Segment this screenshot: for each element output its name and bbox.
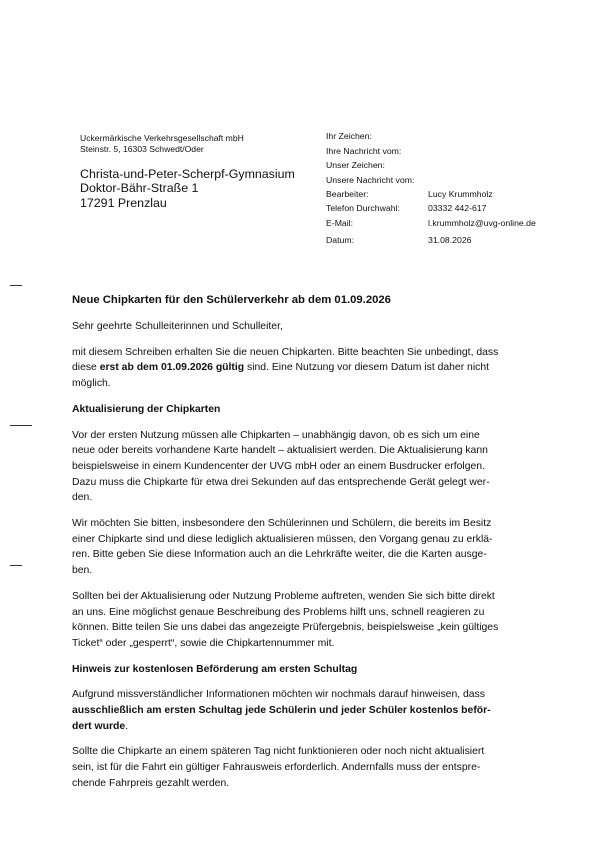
info-label: Datum: [326, 235, 355, 245]
text-line: Sollte die Chipkarte an einem späteren Tag nicht funktionieren oder noch nicht aktualisiert [72, 746, 485, 758]
info-label: Unsere Nachricht vom: [326, 175, 415, 185]
sender-company: Uckermärkische Verkehrsgesellschaft mbH [80, 133, 244, 143]
text-line: Ticket“ oder „gesperrt“, sowie die Chipkartennummer mit. [72, 637, 335, 649]
text-line: beispielsweise in einem Kundencenter der UVG mbH oder an einem Busdrucker erfolgen. [72, 460, 485, 472]
info-label: E-Mail: [326, 218, 354, 228]
text-line: einer Chipkarte sind und diese lediglich aktualisieren müssen, den Vorgang genau zu erklä- [72, 533, 493, 545]
salutation: Sehr geehrte Schulleiterinnen und Schulleiter, [72, 321, 283, 332]
text-line: mit diesem Schreiben erhalten Sie die neuen Chipkarten. Bitte beachten Sie unbedingt, dass [72, 346, 499, 358]
section-heading-aktualisierung: Aktualisierung der Chipkarten [72, 403, 221, 415]
paragraph-problems [72, 589, 544, 652]
section-heading-befoerderung: Hinweis zur kostenlosen Beförderung am ersten Schultag [72, 663, 358, 675]
recipient-address [80, 167, 295, 210]
info-value: 03332 442-617 [428, 203, 487, 213]
recipient-name: Christa-und-Peter-Scherpf-Gymnasium [80, 167, 295, 181]
text-line: sein, ist für die Fahrt ein gültiger Fahrausweis erforderlich. Andernfalls muss der entspre- [72, 762, 481, 774]
free-ride-emphasis: ausschließlich am ersten Schultag jede Schülerin und jeder Schüler kostenlos beför- [72, 705, 491, 717]
letter-subject: Neue Chipkarten für den Schülerverkehr ab dem 01.09.2026 [72, 294, 391, 306]
info-value: l.krummholz@uvg-online.de [428, 218, 536, 228]
paragraph-later-days [72, 744, 544, 791]
recipient-city: 17291 Prenzlau [80, 195, 167, 210]
paragraph-intro [72, 345, 544, 392]
text-line: neue oder bereits vorhandene Karte handelt – aktualisiert werden. Die Aktualisierung kann [72, 445, 488, 457]
info-value: 31.08.2026 [428, 235, 472, 245]
punch-mark [10, 425, 32, 426]
info-value: Lucy Krummholz [428, 189, 493, 199]
info-label: Ihr Zeichen: [326, 131, 372, 141]
validity-date-emphasis: erst ab dem 01.09.2026 gültig [99, 362, 245, 374]
text-fragment: sind. Eine Nutzung vor diesem Datum ist daher nicht [244, 362, 490, 374]
sender-block [80, 133, 244, 155]
text-line: Vor der ersten Nutzung müssen alle Chipkarten – unabhängig davon, ob es sich um eine [72, 429, 480, 441]
text-fragment: . [125, 720, 129, 732]
recipient-street: Doktor-Bähr-Straße 1 [80, 181, 199, 196]
info-label: Ihre Nachricht vom: [326, 146, 402, 156]
text-line [72, 360, 544, 376]
paragraph-request [72, 516, 544, 579]
text-line: Sollten bei der Aktualisierung oder Nutzung Probleme auftreten, wenden Sie sich bitte direkt [72, 590, 495, 602]
paragraph-free-ride [72, 687, 544, 734]
paragraph-update [72, 428, 544, 507]
text-line: Aufgrund missverständlicher Informationen möchten wir nochmals darauf hinweisen, dass [72, 689, 485, 701]
text-line: chende Fahrpreis gezahlt werden. [72, 777, 230, 789]
text-line [72, 719, 544, 735]
free-ride-emphasis: dert wurde [72, 720, 126, 732]
text-line: den. [72, 492, 93, 504]
text-line: ben. [72, 565, 93, 577]
sender-address: Steinstr. 5, 16303 Schwedt/Oder [80, 144, 204, 154]
text-line: an uns. Eine möglichst genaue Beschreibung des Problems hilft uns, schnell reagieren zu [72, 606, 485, 618]
fold-mark-bottom [10, 565, 22, 566]
text-line: ren. Bitte geben Sie diese Information auch an die Lehrkräfte weiter, die die Karten ausge- [72, 549, 487, 561]
fold-mark-top [10, 285, 22, 286]
text-line: können. Bitte teilen Sie uns dabei das angezeigte Prüfergebnis, beispielsweise „kein gültiges [72, 622, 499, 634]
info-label: Unser Zeichen: [326, 160, 385, 170]
letter-body [72, 293, 544, 792]
info-label: Bearbeiter: [326, 189, 369, 199]
text-fragment: diese [72, 362, 100, 374]
info-label: Telefon Durchwahl: [326, 203, 400, 213]
text-line: Wir möchten Sie bitten, insbesondere den Schülerinnen und Schülern, die bereits im Besitz [72, 518, 492, 530]
text-line: Dazu muss die Chipkarte für etwa drei Sekunden auf das entsprechende Gerät gelegt wer- [72, 476, 490, 488]
text-line [72, 703, 544, 719]
text-line: möglich. [72, 378, 111, 390]
